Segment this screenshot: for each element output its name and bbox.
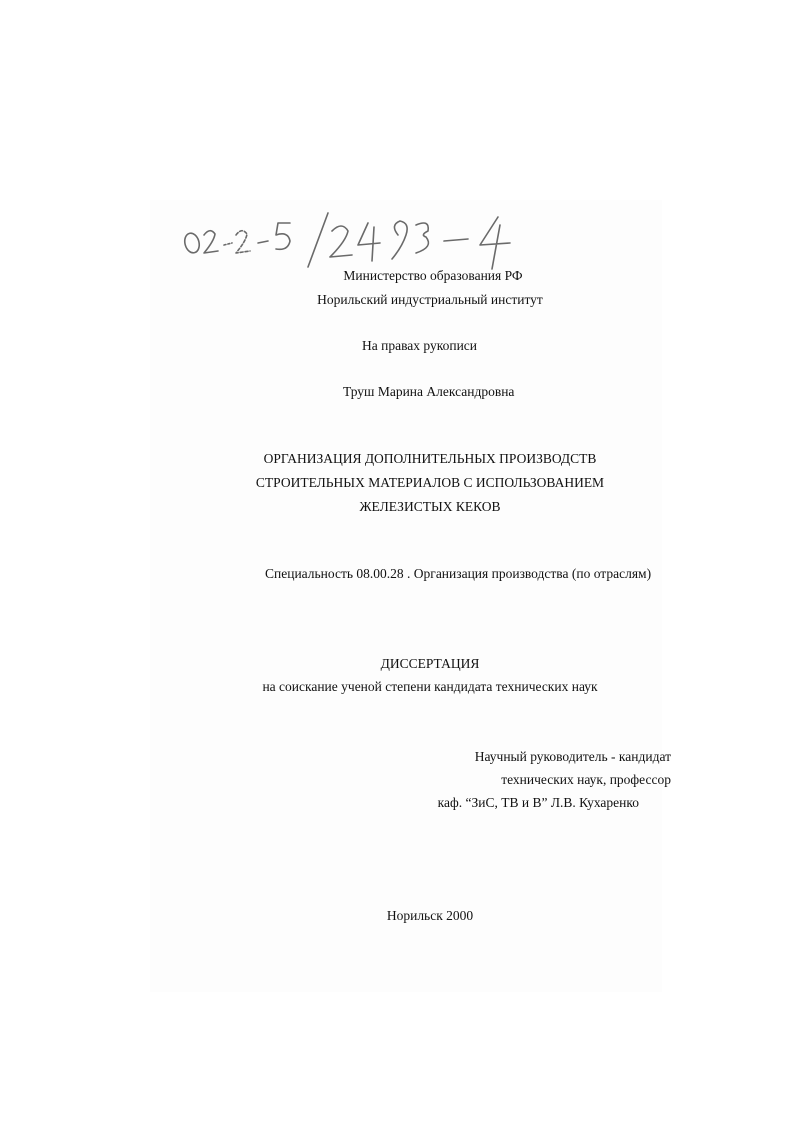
handwritten-archive-number [180,205,530,275]
ministry-name: Министерство образования РФ [343,268,523,283]
institute-name: Норильский индустриальный институт [317,292,543,307]
title-line-1: ОРГАНИЗАЦИЯ ДОПОЛНИТЕЛЬНЫХ ПРОИЗВОДСТВ [263,451,597,466]
manuscript-note: На правах рукописи [362,338,478,353]
scanned-page [150,200,662,992]
document-type-heading: ДИССЕРТАЦИЯ [380,656,480,671]
place-and-year: Норильск 2000 [386,908,474,923]
title-line-2: СТРОИТЕЛЬНЫХ МАТЕРИАЛОВ С ИСПОЛЬЗОВАНИЕМ [255,475,605,490]
handwritten-archive-number-drawing [180,205,530,275]
supervisor-line-2: технических наук, профессор [501,772,671,787]
specialty: Специальность 08.00.28 . Организация производства (по отраслям) [265,566,652,581]
supervisor-line-1: Научный руководитель - кандидат [474,749,671,764]
title-line-3: ЖЕЛЕЗИСТЫХ КЕКОВ [359,499,501,514]
degree-subtitle: на соискание ученой степени кандидата технических наук [262,679,598,694]
supervisor-line-3: каф. “ЗиС, ТВ и В” Л.В. Кухаренко [437,795,639,810]
author-name: Труш Марина Александровна [343,384,515,399]
